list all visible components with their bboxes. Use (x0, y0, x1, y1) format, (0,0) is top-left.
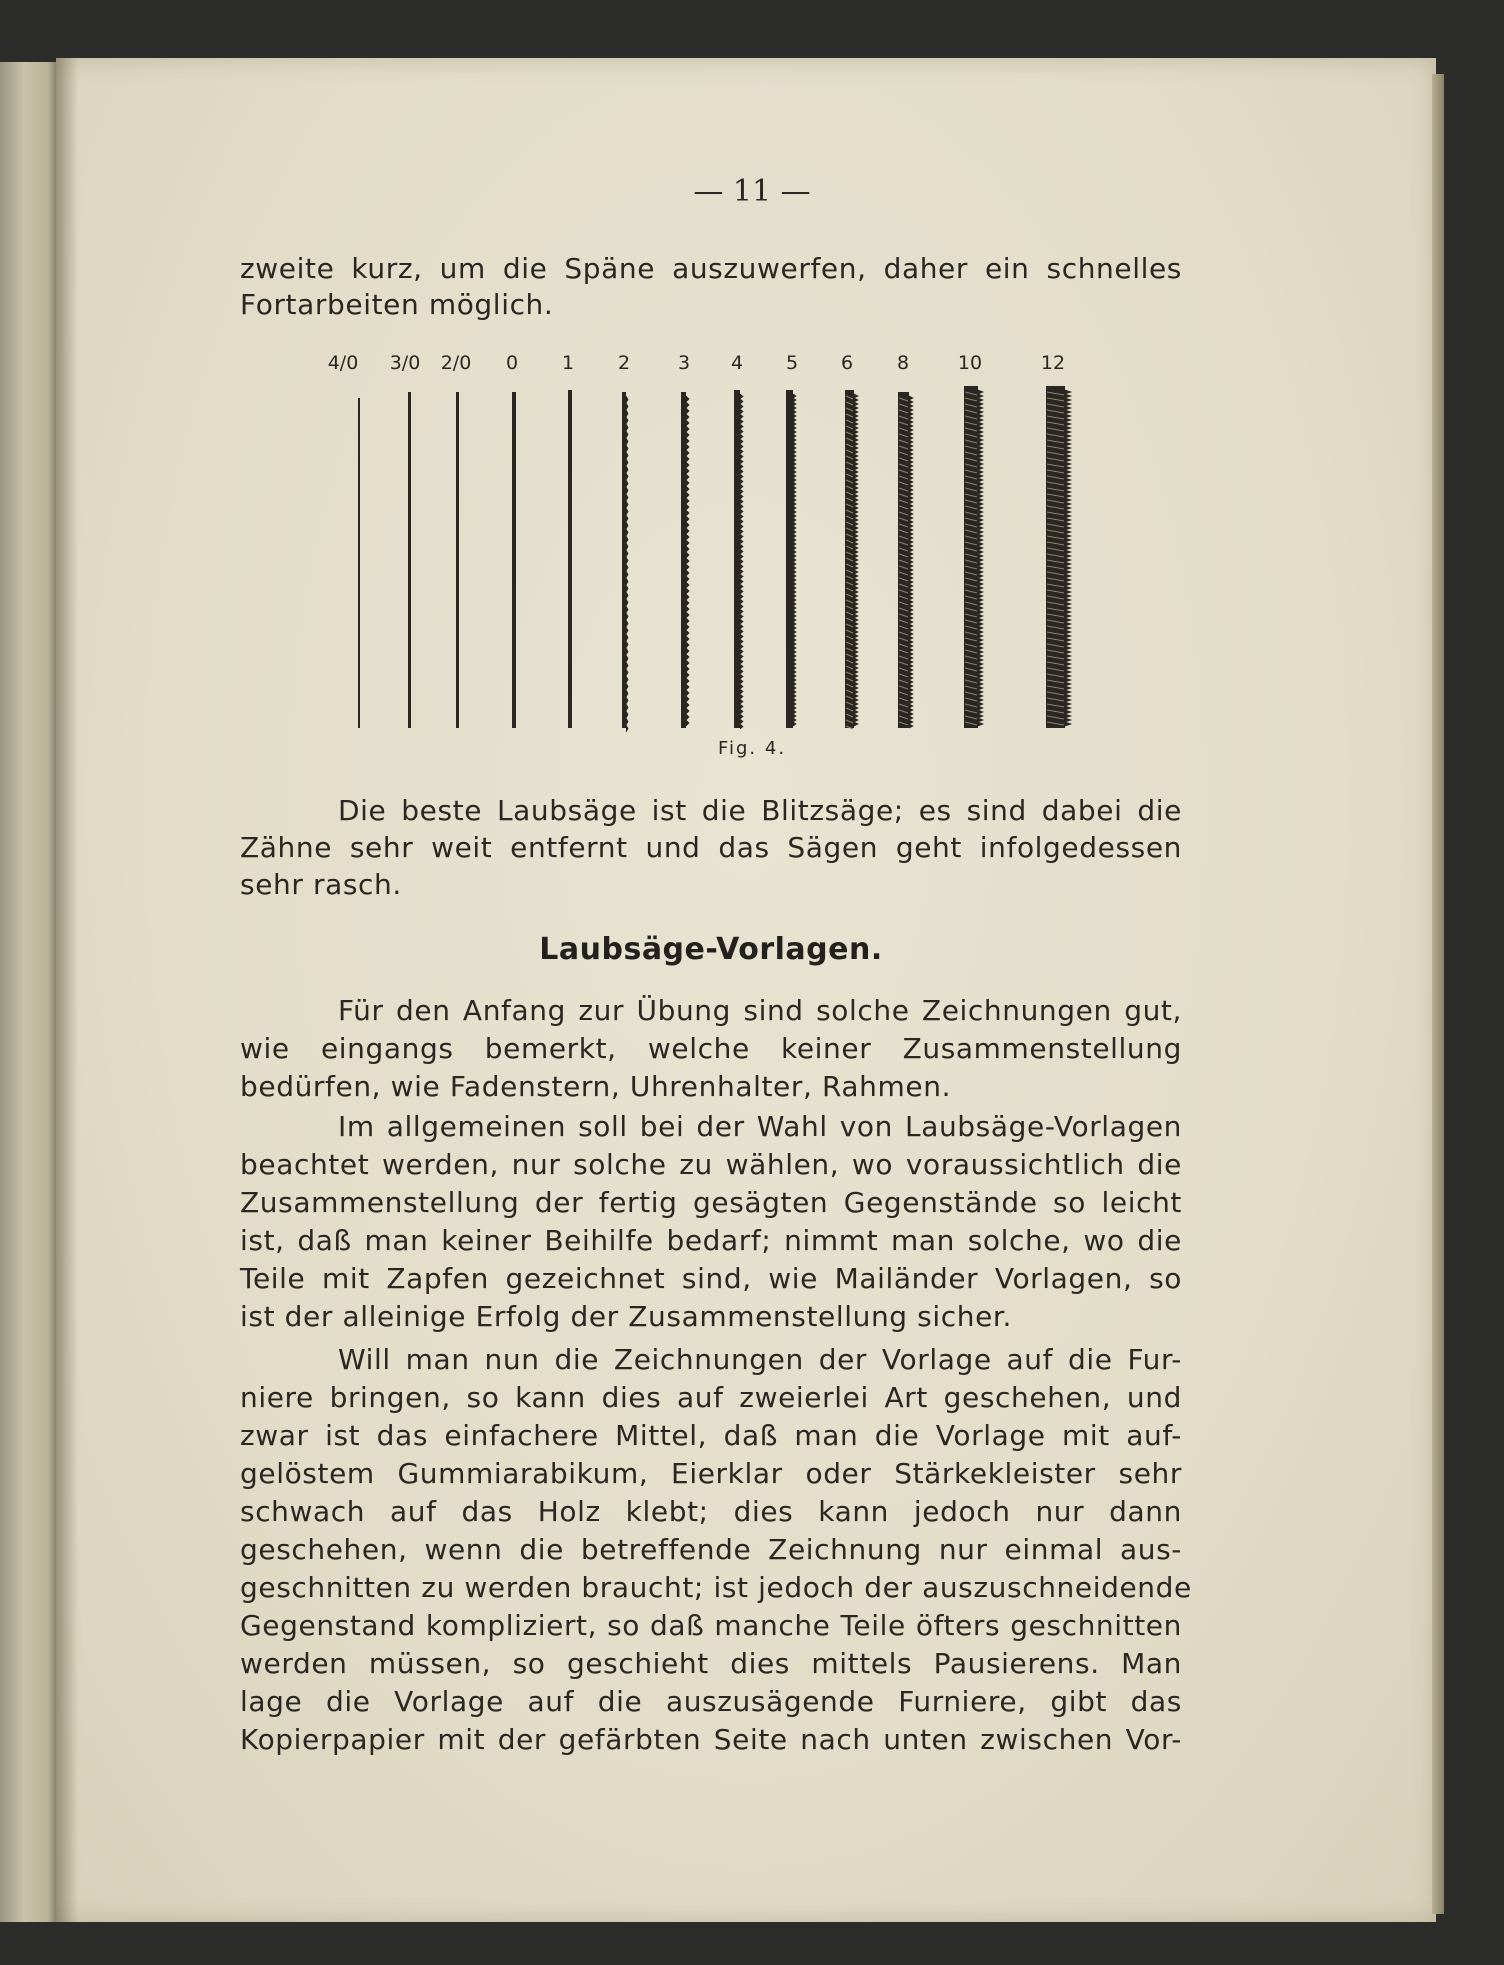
text-line: ist, daß man keiner Beihilfe bedarf; nimmt man solche, wo die (240, 1224, 1182, 1257)
text-line: ist der alleinige Erfolg der Zusammenstellung sicher. (240, 1300, 1012, 1333)
saw-blade (456, 392, 459, 728)
text-line: geschnitten zu werden braucht; ist jedoch der auszuschneidende (240, 1571, 1192, 1604)
saw-blade (622, 392, 628, 732)
saw-number-label: 0 (505, 352, 519, 374)
saw-blade (408, 392, 411, 728)
figure-caption: Fig. 4. (717, 738, 787, 759)
text-line: geschehen, wenn die betreffende Zeichnung nur einmal aus- (240, 1533, 1182, 1566)
text-line: Für den Anfang zur Übung sind solche Zeichnungen gut, (338, 994, 1182, 1027)
text-line: wie eingangs bemerkt, welche keiner Zusammenstellung (240, 1032, 1182, 1065)
section-heading: Laubsäge-Vorlagen. (539, 932, 883, 967)
saw-number-label: 3 (677, 352, 691, 374)
saw-blade (681, 392, 689, 728)
saw-blade (734, 390, 743, 729)
saw-blade (568, 390, 572, 728)
text-line: Gegenstand kompliziert, so daß manche Teile öfters geschnitten (240, 1609, 1182, 1642)
text-line: Im allgemeinen soll bei der Wahl von Laubsäge-Vorlagen (338, 1110, 1182, 1143)
page-number: — 11 — (693, 174, 811, 209)
text-line: Zusammenstellung der fertig gesägten Gegenstände so leicht (240, 1186, 1182, 1219)
saw-blade (1046, 386, 1071, 728)
saw-number-label: 4/0 (327, 352, 359, 374)
text-line: zweite kurz, um die Späne auszuwerfen, daher ein schnelles (240, 252, 1182, 285)
saw-blade (358, 398, 360, 728)
text-line: Zähne sehr weit entfernt und das Sägen geht infolgedessen (240, 831, 1182, 864)
text-line: bedürfen, wie Fadenstern, Uhrenhalter, Rahmen. (240, 1070, 952, 1103)
text-line: zwar ist das einfachere Mittel, daß man die Vorlage mit auf- (240, 1419, 1182, 1452)
saw-number-label: 5 (785, 352, 799, 374)
saw-number-label: 6 (840, 352, 854, 374)
saw-blade (512, 392, 516, 728)
text-line: Kopierpapier mit der gefärbten Seite nach unten zwischen Vor- (240, 1723, 1182, 1756)
text-line: gelöstem Gummiarabikum, Eierklar oder Stärkekleister sehr (240, 1457, 1182, 1490)
saw-number-label: 2 (617, 352, 631, 374)
saw-number-label: 12 (1040, 352, 1066, 374)
saw-number-label: 8 (896, 352, 910, 374)
saw-number-label: 3/0 (389, 352, 421, 374)
text-line: Die beste Laubsäge ist die Blitzsäge; es sind dabei die (338, 794, 1182, 827)
saw-blade (845, 390, 858, 729)
saw-blade (898, 392, 913, 728)
saw-number-label: 10 (957, 352, 983, 374)
text-line: Teile mit Zapfen gezeichnet sind, wie Mailänder Vorlagen, so (240, 1262, 1182, 1295)
text-line: beachtet werden, nur solche zu wählen, wo voraussichtlich die (240, 1148, 1182, 1181)
text-line: niere bringen, so kann dies auf zweierlei Art geschehen, und (240, 1381, 1182, 1414)
saw-number-label: 1 (561, 352, 575, 374)
saw-number-label: 2/0 (440, 352, 472, 374)
saw-blade (964, 386, 983, 728)
text-line: schwach auf das Holz klebt; dies kann jedoch nur dann (240, 1495, 1182, 1528)
text-line: werden müssen, so geschieht dies mittels Pausierens. Man (240, 1647, 1182, 1680)
text-line: sehr rasch. (240, 868, 402, 901)
saw-number-label: 4 (730, 352, 744, 374)
text-line: lage die Vorlage auf die auszusägende Furniere, gibt das (240, 1685, 1182, 1718)
saw-blade (786, 390, 796, 728)
text-line: Will man nun die Zeichnungen der Vorlage auf die Fur- (338, 1343, 1182, 1376)
text-line: Fortarbeiten möglich. (240, 288, 554, 321)
